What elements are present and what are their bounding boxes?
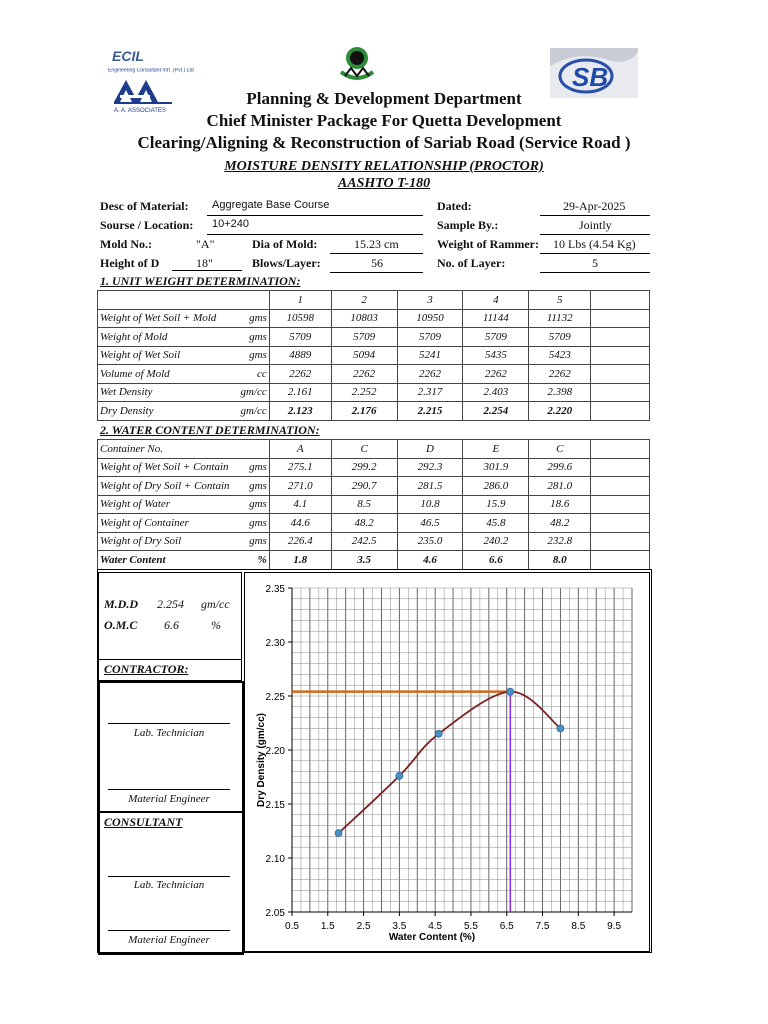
table-cell: 5435 <box>463 346 529 365</box>
contractor-engineer-label: Material Engineer <box>128 793 210 805</box>
table-cell <box>591 514 650 533</box>
table-cell: 3.5 <box>331 551 397 570</box>
consultant-title: CONSULTANT <box>104 815 183 829</box>
rammer-label: Weight of Rammer: <box>437 237 539 251</box>
row-label: Dry Density gm/cc <box>98 402 270 421</box>
table-cell: 46.5 <box>397 514 463 533</box>
table-cell: 5709 <box>529 328 591 347</box>
table-cell: 10598 <box>269 309 331 328</box>
table-row <box>98 328 650 347</box>
table-cell: 2.403 <box>463 383 529 402</box>
table-cell: 11132 <box>529 309 591 328</box>
x-axis-label: Water Content (%) <box>388 932 476 943</box>
layer-underline <box>540 272 650 273</box>
y-tick-label: 2.20 <box>265 746 285 757</box>
consultant-lab-tech-line <box>108 876 230 877</box>
mold-label: Mold No.: <box>100 237 152 251</box>
row-label: Weight of Water gms <box>98 495 270 514</box>
material-underline <box>207 215 423 216</box>
table-cell: 301.9 <box>463 458 529 477</box>
y-tick-label: 2.30 <box>265 638 285 649</box>
table-cell: 18.6 <box>529 495 591 514</box>
row-label: Weight of Wet Soil + Mold gms <box>98 309 270 328</box>
table-cell: 286.0 <box>463 477 529 496</box>
page-title: MOISTURE DENSITY RELATIONSHIP (PROCTOR) <box>224 159 544 174</box>
rammer-value: 10 Lbs (4.54 Kg) <box>553 237 636 251</box>
source-value: 10+240 <box>212 218 250 230</box>
data-point <box>507 688 514 695</box>
x-tick-label: 7.5 <box>535 921 550 932</box>
x-tick-label: 1.5 <box>320 921 335 932</box>
table-cell: 5709 <box>463 328 529 347</box>
table-row <box>98 365 650 384</box>
row-label: Water Content % <box>98 551 270 570</box>
table-cell: 271.0 <box>269 477 331 496</box>
dia-underline <box>330 253 423 254</box>
table-row <box>98 495 650 514</box>
table-cell: 5423 <box>529 346 591 365</box>
table-cell: 10803 <box>331 309 397 328</box>
omc-value: 6.6 <box>164 618 179 632</box>
container-id: A <box>269 440 331 459</box>
material-value: Aggregate Base Course <box>212 199 330 211</box>
row-label: Weight of Dry Soil gms <box>98 532 270 551</box>
sb-logo-text: SB <box>572 62 609 92</box>
contractor-engineer-line <box>108 789 230 790</box>
table-row <box>98 346 650 365</box>
table-cell: 4889 <box>269 346 331 365</box>
container-header: Container No. <box>98 440 270 459</box>
table-cell: 292.3 <box>397 458 463 477</box>
table-cell: 44.6 <box>269 514 331 533</box>
table-row <box>98 551 650 570</box>
mdd-value: 2.254 <box>157 597 184 611</box>
table-cell: 2262 <box>331 365 397 384</box>
table-cell: 226.4 <box>269 532 331 551</box>
table-row <box>98 309 650 328</box>
page-subtitle: AASHTO T-180 <box>337 176 431 191</box>
table-cell <box>591 477 650 496</box>
table-cell: 2262 <box>529 365 591 384</box>
rammer-underline <box>540 253 650 254</box>
container-id: C <box>331 440 397 459</box>
table-cell: 48.2 <box>529 514 591 533</box>
source-label: Sourse / Location: <box>100 218 194 232</box>
table-cell: 299.2 <box>331 458 397 477</box>
blows-underline <box>330 272 423 273</box>
table-cell: 281.5 <box>397 477 463 496</box>
row-label: Weight of Mold gms <box>98 328 270 347</box>
table-cell: 5709 <box>397 328 463 347</box>
layer-label: No. of Layer: <box>437 256 506 270</box>
table-cell: 235.0 <box>397 532 463 551</box>
table-cell: 8.5 <box>331 495 397 514</box>
table-cell: 15.9 <box>463 495 529 514</box>
header-blank <box>98 291 270 310</box>
proctor-chart <box>244 572 648 950</box>
data-point <box>557 725 564 732</box>
header-line-1: Planning & Development Department <box>246 89 522 108</box>
table-cell: 2262 <box>269 365 331 384</box>
table-cell: 2.252 <box>331 383 397 402</box>
table-cell: 2.215 <box>397 402 463 421</box>
sample-label: Sample By.: <box>437 218 499 232</box>
y-tick-label: 2.05 <box>265 908 285 919</box>
results-box <box>98 572 242 660</box>
consultant-engineer-line <box>108 930 230 931</box>
consultant-engineer-label: Material Engineer <box>128 934 210 946</box>
x-tick-label: 8.5 <box>571 921 586 932</box>
row-label: Weight of Container gms <box>98 514 270 533</box>
table-cell: 299.6 <box>529 458 591 477</box>
table-row <box>98 383 650 402</box>
x-tick-label: 9.5 <box>607 921 622 932</box>
table-cell: 2.123 <box>269 402 331 421</box>
water-content-title: 2. WATER CONTENT DETERMINATION: <box>100 423 320 437</box>
table-row <box>98 402 650 421</box>
table-cell: 281.0 <box>529 477 591 496</box>
header-line-3: Clearing/Aligning & Reconstruction of Sariab Road (Service Road ) <box>137 133 631 152</box>
table-cell: 4.1 <box>269 495 331 514</box>
table-cell: 2.254 <box>463 402 529 421</box>
dated-underline <box>540 215 650 216</box>
trial-header: 3 <box>397 291 463 310</box>
table-cell: 4.6 <box>397 551 463 570</box>
x-tick-label: 5.5 <box>463 921 478 932</box>
y-axis-label: Dry Density (gm/cc) <box>256 713 267 807</box>
material-label: Desc of Material: <box>100 199 189 213</box>
trial-header: 4 <box>463 291 529 310</box>
y-tick-label: 2.25 <box>265 692 285 703</box>
table-cell: 5094 <box>331 346 397 365</box>
row-label: Wet Density gm/cc <box>98 383 270 402</box>
container-id: D <box>397 440 463 459</box>
omc-unit: % <box>211 618 221 632</box>
aa-associates-caption: A. A. ASSOCIATES <box>114 108 166 114</box>
x-tick-label: 3.5 <box>392 921 407 932</box>
table-cell: 2.220 <box>529 402 591 421</box>
dia-label: Dia of Mold: <box>252 237 318 251</box>
table-cell: 48.2 <box>331 514 397 533</box>
x-tick-label: 2.5 <box>356 921 371 932</box>
ecil-logo <box>106 48 216 120</box>
contractor-title: CONTRACTOR: <box>104 662 189 676</box>
table-cell <box>591 383 650 402</box>
density-curve <box>339 692 561 833</box>
data-point <box>435 730 442 737</box>
table-cell <box>591 551 650 570</box>
y-tick-label: 2.10 <box>265 854 285 865</box>
table-row <box>98 477 650 496</box>
unit-weight-table <box>97 290 650 421</box>
table-cell: 2.317 <box>397 383 463 402</box>
dia-value: 15.23 cm <box>354 237 399 251</box>
water-content-table <box>97 439 650 570</box>
y-tick-label: 2.35 <box>265 584 285 595</box>
government-emblem <box>337 44 377 86</box>
table-cell: 2262 <box>463 365 529 384</box>
data-point <box>396 772 403 779</box>
unit-weight-title: 1. UNIT WEIGHT DETERMINATION: <box>100 274 301 288</box>
trial-header: 1 <box>269 291 331 310</box>
trial-header: 5 <box>529 291 591 310</box>
ecil-brand: ECIL <box>112 48 144 64</box>
contractor-lab-tech-label: Lab. Technician <box>133 727 205 739</box>
sample-underline <box>540 234 650 235</box>
mdd-unit: gm/cc <box>201 597 230 611</box>
table-cell: 5241 <box>397 346 463 365</box>
row-label: Volume of Mold cc <box>98 365 270 384</box>
table-cell: 5709 <box>269 328 331 347</box>
mdd-label: M.D.D <box>104 597 139 611</box>
table-cell <box>591 309 650 328</box>
ecil-subtitle: Engineering Consultant Int'l. (Pvt.) Ltd <box>108 68 194 74</box>
height-value: 18" <box>196 256 213 270</box>
y-tick-label: 2.15 <box>265 800 285 811</box>
unit-weight-header-row <box>98 291 650 310</box>
height-underline <box>172 270 242 271</box>
table-cell: 290.7 <box>331 477 397 496</box>
dated-label: Dated: <box>437 199 472 213</box>
header-blank <box>591 291 650 310</box>
sample-value: Jointly <box>579 218 612 232</box>
header-line-2: Chief Minister Package For Quetta Development <box>206 111 562 130</box>
height-label: Height of D <box>100 256 160 270</box>
x-tick-label: 6.5 <box>499 921 514 932</box>
consultant-lab-tech-label: Lab. Technician <box>133 879 205 891</box>
table-cell: 11144 <box>463 309 529 328</box>
table-cell: 1.8 <box>269 551 331 570</box>
table-cell <box>591 532 650 551</box>
trial-header: 2 <box>331 291 397 310</box>
table-cell: 8.0 <box>529 551 591 570</box>
table-cell <box>591 346 650 365</box>
table-cell: 275.1 <box>269 458 331 477</box>
table-cell: 232.8 <box>529 532 591 551</box>
container-id: C <box>529 440 591 459</box>
row-label: Weight of Wet Soil gms <box>98 346 270 365</box>
water-content-header-row <box>98 440 650 459</box>
table-cell <box>591 402 650 421</box>
table-cell: 242.5 <box>331 532 397 551</box>
table-row <box>98 514 650 533</box>
mold-value: "A" <box>196 237 215 251</box>
table-cell: 6.6 <box>463 551 529 570</box>
table-cell: 2.398 <box>529 383 591 402</box>
contractor-lab-tech-line <box>108 723 230 724</box>
table-cell: 2262 <box>397 365 463 384</box>
blows-label: Blows/Layer: <box>252 256 321 270</box>
source-underline <box>207 234 423 235</box>
layer-value: 5 <box>592 256 598 270</box>
table-cell: 45.8 <box>463 514 529 533</box>
header-blank <box>591 440 650 459</box>
table-cell: 10.8 <box>397 495 463 514</box>
omc-label: O.M.C <box>104 618 138 632</box>
table-cell: 2.176 <box>331 402 397 421</box>
container-id: E <box>463 440 529 459</box>
row-label: Weight of Wet Soil + Contain gms <box>98 458 270 477</box>
table-cell <box>591 495 650 514</box>
table-cell: 10950 <box>397 309 463 328</box>
data-point <box>335 830 342 837</box>
x-tick-label: 4.5 <box>428 921 443 932</box>
table-cell: 240.2 <box>463 532 529 551</box>
table-row <box>98 532 650 551</box>
blows-value: 56 <box>371 256 383 270</box>
dated-value: 29-Apr-2025 <box>563 199 626 213</box>
table-cell <box>591 328 650 347</box>
table-cell: 2.161 <box>269 383 331 402</box>
row-label: Weight of Dry Soil + Contain gms <box>98 477 270 496</box>
table-cell <box>591 365 650 384</box>
table-row <box>98 458 650 477</box>
table-cell <box>591 458 650 477</box>
table-cell: 5709 <box>331 328 397 347</box>
x-tick-label: 0.5 <box>285 921 299 932</box>
